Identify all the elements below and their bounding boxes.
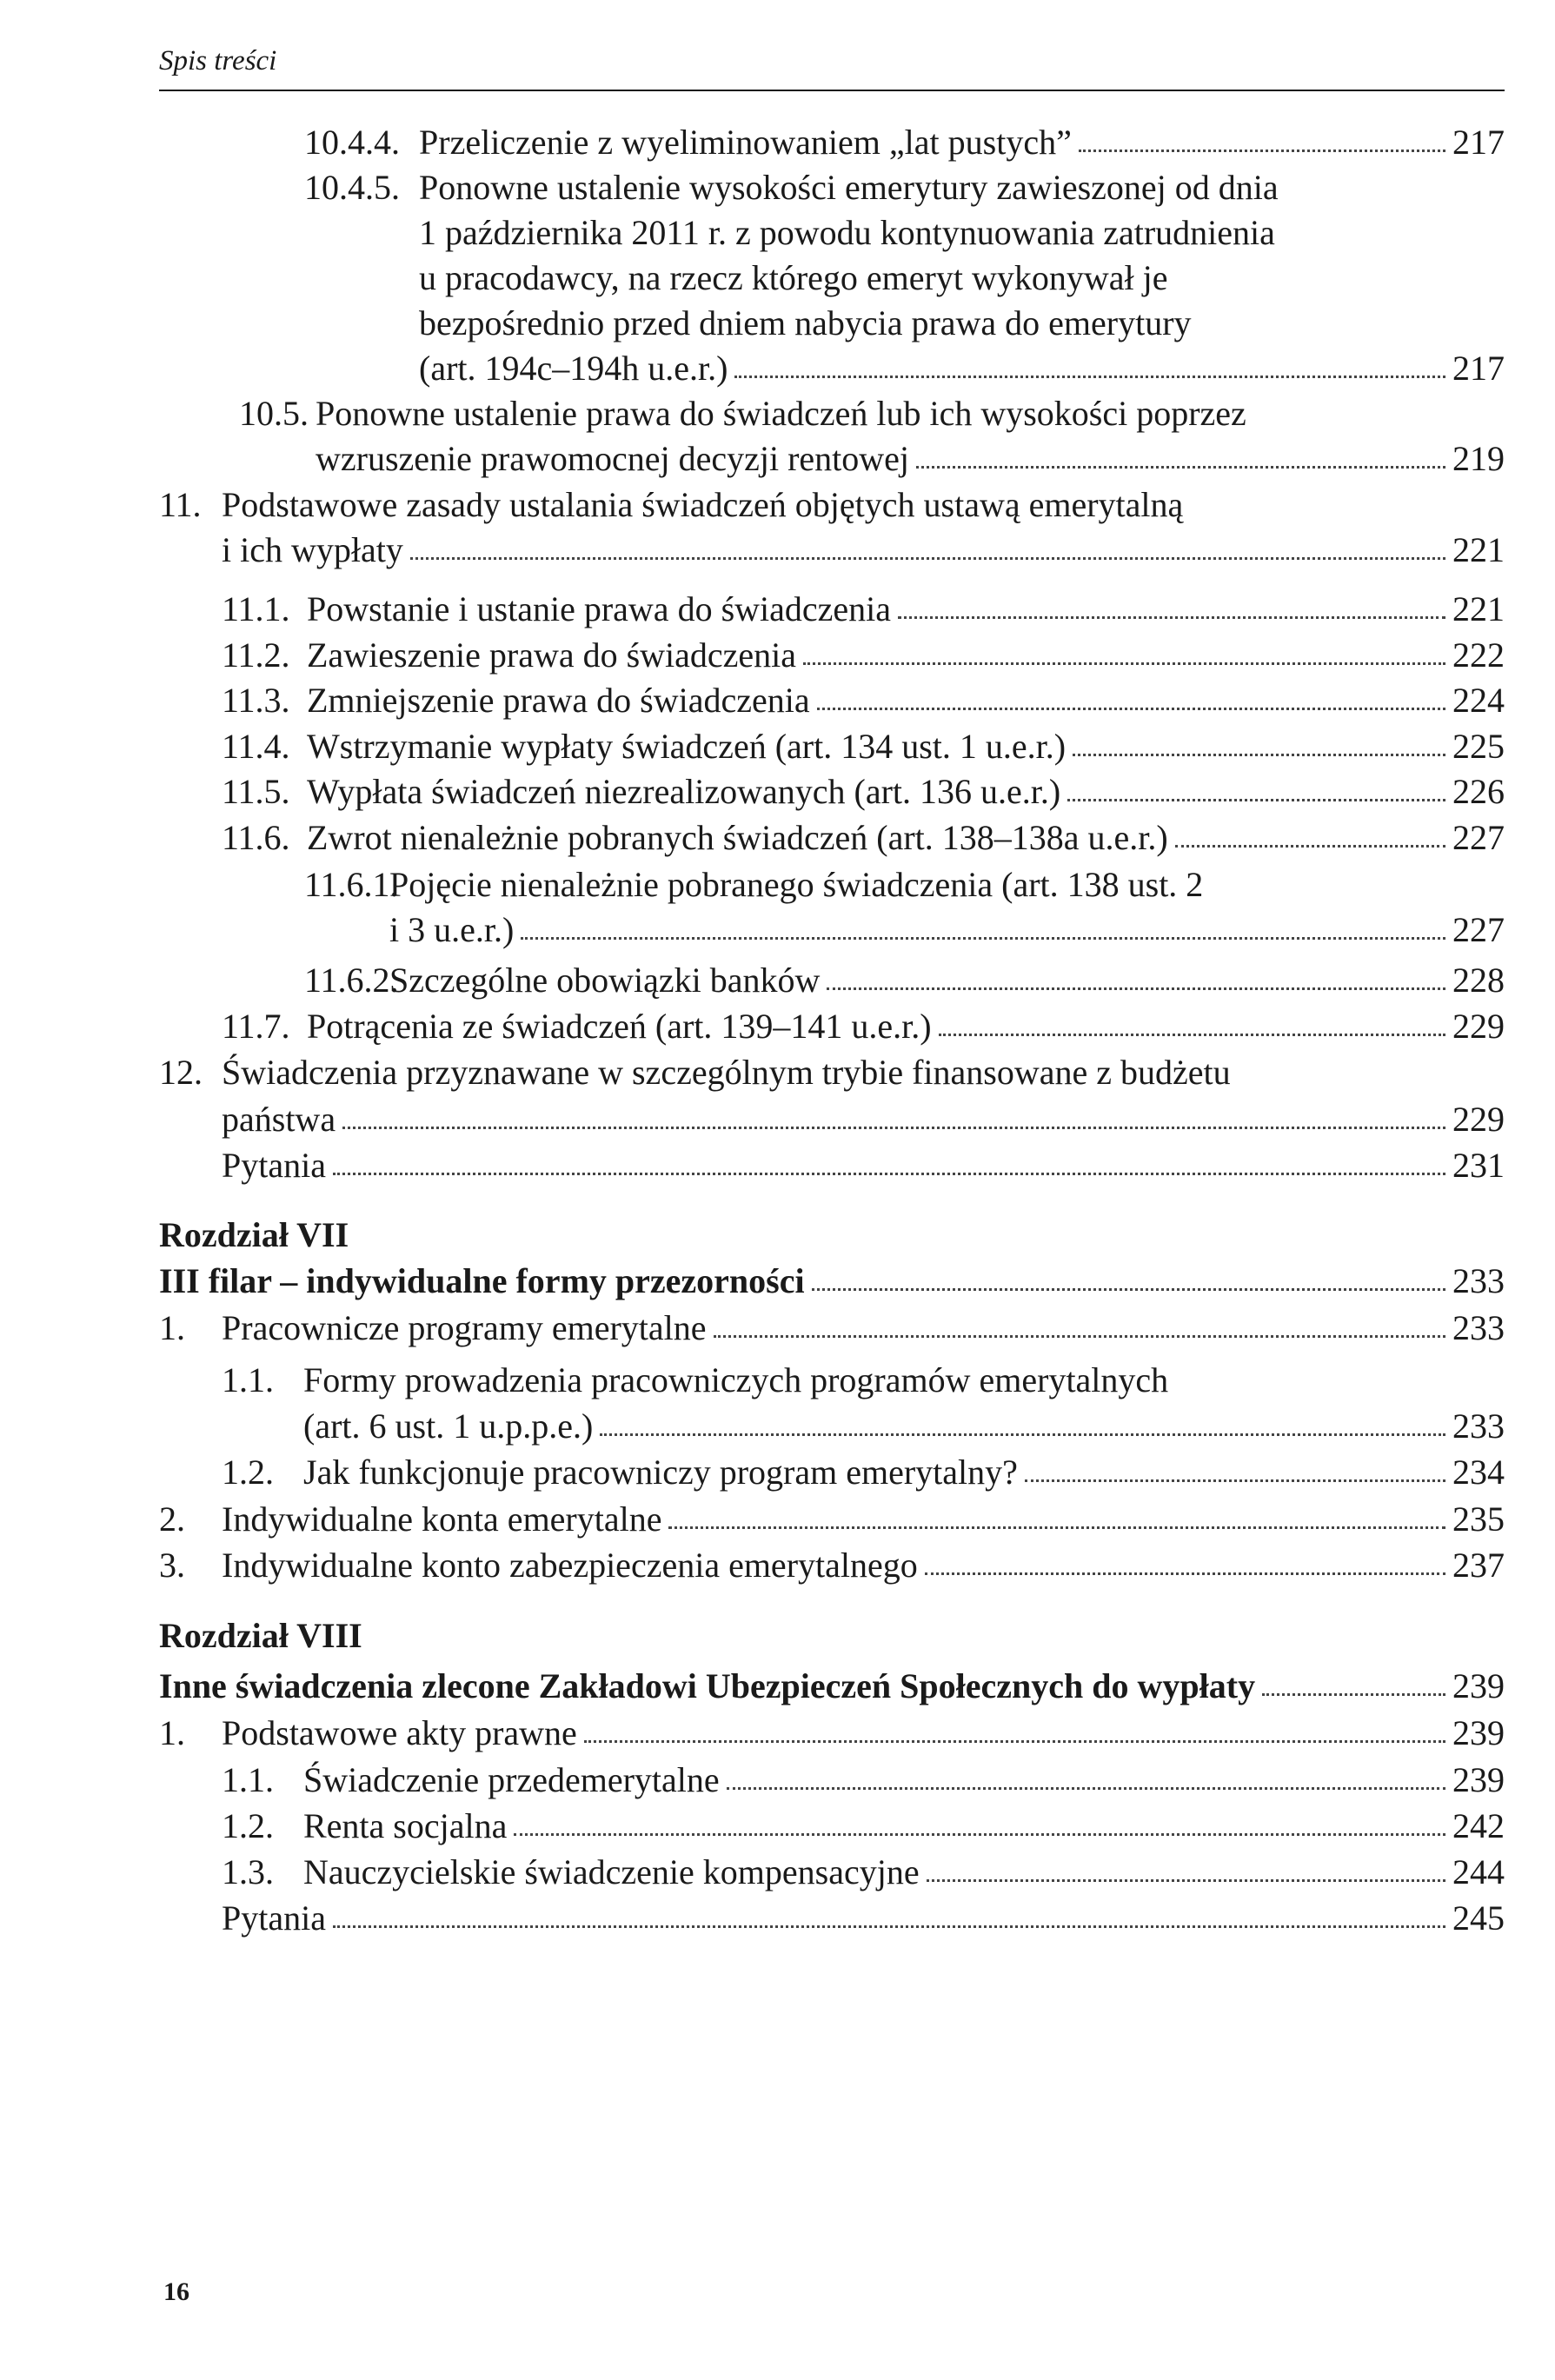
toc-entry (304, 165, 1505, 210)
toc-entry-title: Pojęcie nienależnie pobranego świadczenia (art. 138 ust. 2 (389, 865, 1204, 904)
toc-entry-title: Indywidualne konta emerytalne (222, 1499, 662, 1539)
toc-entry-page: 242 (1452, 1806, 1505, 1845)
toc-entry-title: (art. 6 ust. 1 u.p.p.e.) (303, 1406, 594, 1446)
toc-entry-title: Pytania (222, 1898, 326, 1938)
toc-entry (222, 1004, 1505, 1049)
toc-entry-title: wzruszenie prawomocnej decyzji rentowej (316, 439, 910, 478)
toc-entry (239, 391, 1505, 436)
toc-entry (222, 678, 1505, 723)
toc-entry (159, 1497, 1505, 1542)
toc-entry-title: (art. 194c–194h u.e.r.) (419, 349, 728, 388)
toc-entry-title: Ponowne ustalenie prawa do świadczeń lub ich wysokości poprzez (316, 394, 1246, 433)
toc-entry-page: 233 (1452, 1406, 1505, 1446)
toc-entry-title: Renta socjalna (303, 1806, 508, 1845)
toc-entry-page: 233 (1452, 1261, 1505, 1300)
running-title: Spis treści (159, 45, 277, 76)
toc-entry-page: 234 (1452, 1453, 1505, 1492)
dot-leader (514, 1832, 1445, 1836)
toc-entry-continuation (419, 210, 1275, 256)
toc-entry-title: Jak funkcjonuje pracowniczy program emerytalny? (303, 1453, 1018, 1492)
chapter-title-text: III filar – indywidualne formy przezorności (159, 1261, 805, 1300)
dot-leader (734, 375, 1445, 378)
dot-leader (410, 556, 1445, 560)
dot-leader (521, 936, 1445, 940)
toc-entry-number: 1.1. (222, 1360, 274, 1399)
dot-leader (939, 1033, 1445, 1036)
toc-entry-number: 1. (159, 1713, 185, 1752)
toc-entry-title: Potrącenia ze świadczeń (art. 139–141 u.e.r.) (307, 1007, 932, 1046)
dot-leader (1079, 149, 1445, 152)
toc-entry-title: Formy prowadzenia pracowniczych programów emerytalnych (303, 1360, 1169, 1399)
chapter-title-text: Inne świadczenia zlecone Zakładowi Ubezpieczeń Społecznych do wypłaty (159, 1666, 1256, 1705)
toc-entry-title: i 3 u.e.r.) (389, 910, 515, 949)
toc-entry (159, 1543, 1505, 1588)
toc-entry-page: 235 (1452, 1499, 1505, 1539)
dot-leader (827, 987, 1445, 990)
toc-entry-page: 221 (1452, 530, 1505, 569)
toc-entry-number: 1. (159, 1308, 185, 1347)
toc-entry-questions (222, 1143, 1505, 1188)
toc-entry (304, 120, 1505, 165)
toc-entry-number: 11. (159, 485, 202, 524)
toc-entry-title: Wypłata świadczeń niezrealizowanych (art. 136 u.e.r.) (307, 772, 1061, 811)
toc-entry-page: 231 (1452, 1146, 1505, 1185)
toc-entry (222, 769, 1505, 814)
toc-entry-title: Podstawowe akty prawne (222, 1713, 577, 1752)
dot-leader (1067, 798, 1445, 801)
toc-entry-continuation (419, 256, 1167, 301)
toc-entry-title: Indywidualne konto zabezpieczenia emerytalnego (222, 1546, 918, 1585)
toc-entry-page: 219 (1452, 439, 1505, 478)
toc-entry-title: Przeliczenie z wyeliminowaniem „lat pustych” (419, 123, 1072, 162)
toc-entry-number: 11.3. (222, 681, 290, 720)
toc-entry (222, 1358, 1505, 1403)
toc-entry (222, 1758, 1505, 1803)
toc-entry-continuation (419, 346, 1505, 391)
toc-entry-number: 12. (159, 1053, 203, 1092)
toc-entry-number: 10.4.4. (304, 123, 400, 162)
dot-leader (668, 1526, 1445, 1529)
toc-entry (222, 815, 1505, 861)
toc-entry-title: państwa (222, 1100, 336, 1139)
toc-entry (304, 958, 1505, 1003)
toc-entry-title: Zawieszenie prawa do świadczenia (307, 635, 797, 675)
toc-entry-page: 239 (1452, 1666, 1505, 1705)
toc-entry-title: Zwrot nienależnie pobranych świadczeń (art. 138–138a u.e.r.) (307, 818, 1168, 857)
dot-leader (1025, 1479, 1445, 1482)
dot-leader (1073, 753, 1445, 756)
dot-leader (584, 1739, 1445, 1743)
toc-entry-page: 233 (1452, 1308, 1505, 1347)
toc-entry-number: 11.6.1. (304, 865, 399, 904)
toc-entry-number: 1.2. (222, 1453, 274, 1492)
toc-entry-continuation (303, 1404, 1505, 1449)
toc-entry-number: 1.1. (222, 1760, 274, 1799)
toc-entry-continuation (389, 907, 1505, 953)
dot-leader (803, 661, 1445, 665)
toc-entry-number: 11.4. (222, 727, 290, 766)
toc-entry-page: 227 (1452, 910, 1505, 949)
toc-entry-page: 225 (1452, 727, 1505, 766)
dot-leader (1262, 1692, 1445, 1696)
chapter-label (159, 1213, 349, 1258)
toc-entry-page: 222 (1452, 635, 1505, 675)
toc-entry (304, 862, 1505, 907)
toc-entry-title: Podstawowe zasady ustalania świadczeń objętych ustawą emerytalną (222, 485, 1184, 524)
toc-entry (222, 1850, 1505, 1895)
dot-leader (925, 1572, 1445, 1575)
toc-entry-page: 239 (1452, 1760, 1505, 1799)
toc-entry (222, 1804, 1505, 1849)
toc-entry-continuation (222, 1097, 1505, 1142)
toc-entry-number: 11.2. (222, 635, 290, 675)
toc-entry-page: 221 (1452, 589, 1505, 628)
toc-entry-number: 1.3. (222, 1852, 274, 1891)
dot-leader (898, 615, 1445, 619)
toc-entry-title: Pracownicze programy emerytalne (222, 1308, 707, 1347)
dot-leader (600, 1433, 1445, 1436)
toc-entry (222, 633, 1505, 678)
dot-leader (342, 1126, 1445, 1129)
toc-entry-page: 229 (1452, 1100, 1505, 1139)
toc-entry-page: 224 (1452, 681, 1505, 720)
toc-entry-number: 2. (159, 1499, 185, 1539)
toc-entry-number: 3. (159, 1546, 185, 1585)
toc-entry-page: 237 (1452, 1546, 1505, 1585)
chapter-label-text: Rozdział VIII (159, 1616, 362, 1655)
toc-entry-page: 217 (1452, 349, 1505, 388)
header-rule (159, 90, 1505, 91)
toc-entry-continuation (316, 436, 1505, 482)
toc-entry-title: Świadczenia przyznawane w szczególnym trybie finansowane z budżetu (222, 1053, 1231, 1092)
dot-leader (727, 1786, 1445, 1790)
chapter-label-text: Rozdział VII (159, 1215, 349, 1254)
toc-entry-page: 239 (1452, 1713, 1505, 1752)
toc-entry-continuation (419, 301, 1192, 346)
toc-entry-continuation (222, 528, 1505, 573)
toc-entry (222, 587, 1505, 632)
toc-entry-title: Nauczycielskie świadczenie kompensacyjne (303, 1852, 920, 1891)
toc-entry-title: Ponowne ustalenie wysokości emerytury zawieszonej od dnia (419, 168, 1279, 207)
toc-entry (159, 1306, 1505, 1351)
page-number: 16 (163, 2277, 189, 2306)
toc-entry-number: 11.1. (222, 589, 290, 628)
toc-entry-title: 1 października 2011 r. z powodu kontynuowania zatrudnienia (419, 213, 1275, 252)
toc-entry-page: 228 (1452, 961, 1505, 1000)
toc-entry-title: Pytania (222, 1146, 326, 1185)
dot-leader (333, 1172, 1445, 1175)
toc-entry-page: 217 (1452, 123, 1505, 162)
dot-leader (812, 1287, 1445, 1291)
toc-entry-title: i ich wypłaty (222, 530, 403, 569)
dot-leader (1175, 844, 1445, 848)
toc-entry-title: Świadczenie przedemerytalne (303, 1760, 720, 1799)
toc-entry-title: Wstrzymanie wypłaty świadczeń (art. 134 ust. 1 u.e.r.) (307, 727, 1067, 766)
toc-entry-number: 10.4.5. (304, 168, 400, 207)
toc-entry-number: 11.6. (222, 818, 290, 857)
dot-leader (817, 707, 1445, 710)
chapter-label (159, 1613, 362, 1659)
toc-entry (159, 1050, 1505, 1095)
toc-entry (159, 1711, 1505, 1756)
toc-entry-page: 229 (1452, 1007, 1505, 1046)
toc-entry-title: Zmniejszenie prawa do świadczenia (307, 681, 810, 720)
toc-entry (159, 482, 1505, 528)
dot-leader (927, 1878, 1445, 1882)
toc-entry-page: 245 (1452, 1898, 1505, 1938)
dot-leader (916, 465, 1445, 469)
toc-entry-number: 11.7. (222, 1007, 290, 1046)
toc-entry-title: u pracodawcy, na rzecz którego emeryt wykonywał je (419, 258, 1168, 297)
toc-entry-number: 1.2. (222, 1806, 274, 1845)
toc-entry (222, 1450, 1505, 1495)
toc-entry-questions (222, 1896, 1505, 1941)
toc-entry-page: 244 (1452, 1852, 1505, 1891)
toc-entry (222, 724, 1505, 769)
dot-leader (333, 1925, 1445, 1928)
chapter-title (159, 1664, 1505, 1709)
toc-entry-title: Szczególne obowiązki banków (389, 961, 821, 1000)
toc-entry-number: 10.5. (239, 394, 309, 433)
toc-entry-number: 11.5. (222, 772, 290, 811)
dot-leader (714, 1334, 1445, 1338)
toc-entry-title: bezpośrednio przed dniem nabycia prawa do emerytury (419, 303, 1192, 342)
toc-entry-number: 11.6.2. (304, 961, 399, 1000)
toc-entry-page: 227 (1452, 818, 1505, 857)
chapter-title (159, 1259, 1505, 1304)
toc-entry-page: 226 (1452, 772, 1505, 811)
toc-entry-title: Powstanie i ustanie prawa do świadczenia (307, 589, 892, 628)
